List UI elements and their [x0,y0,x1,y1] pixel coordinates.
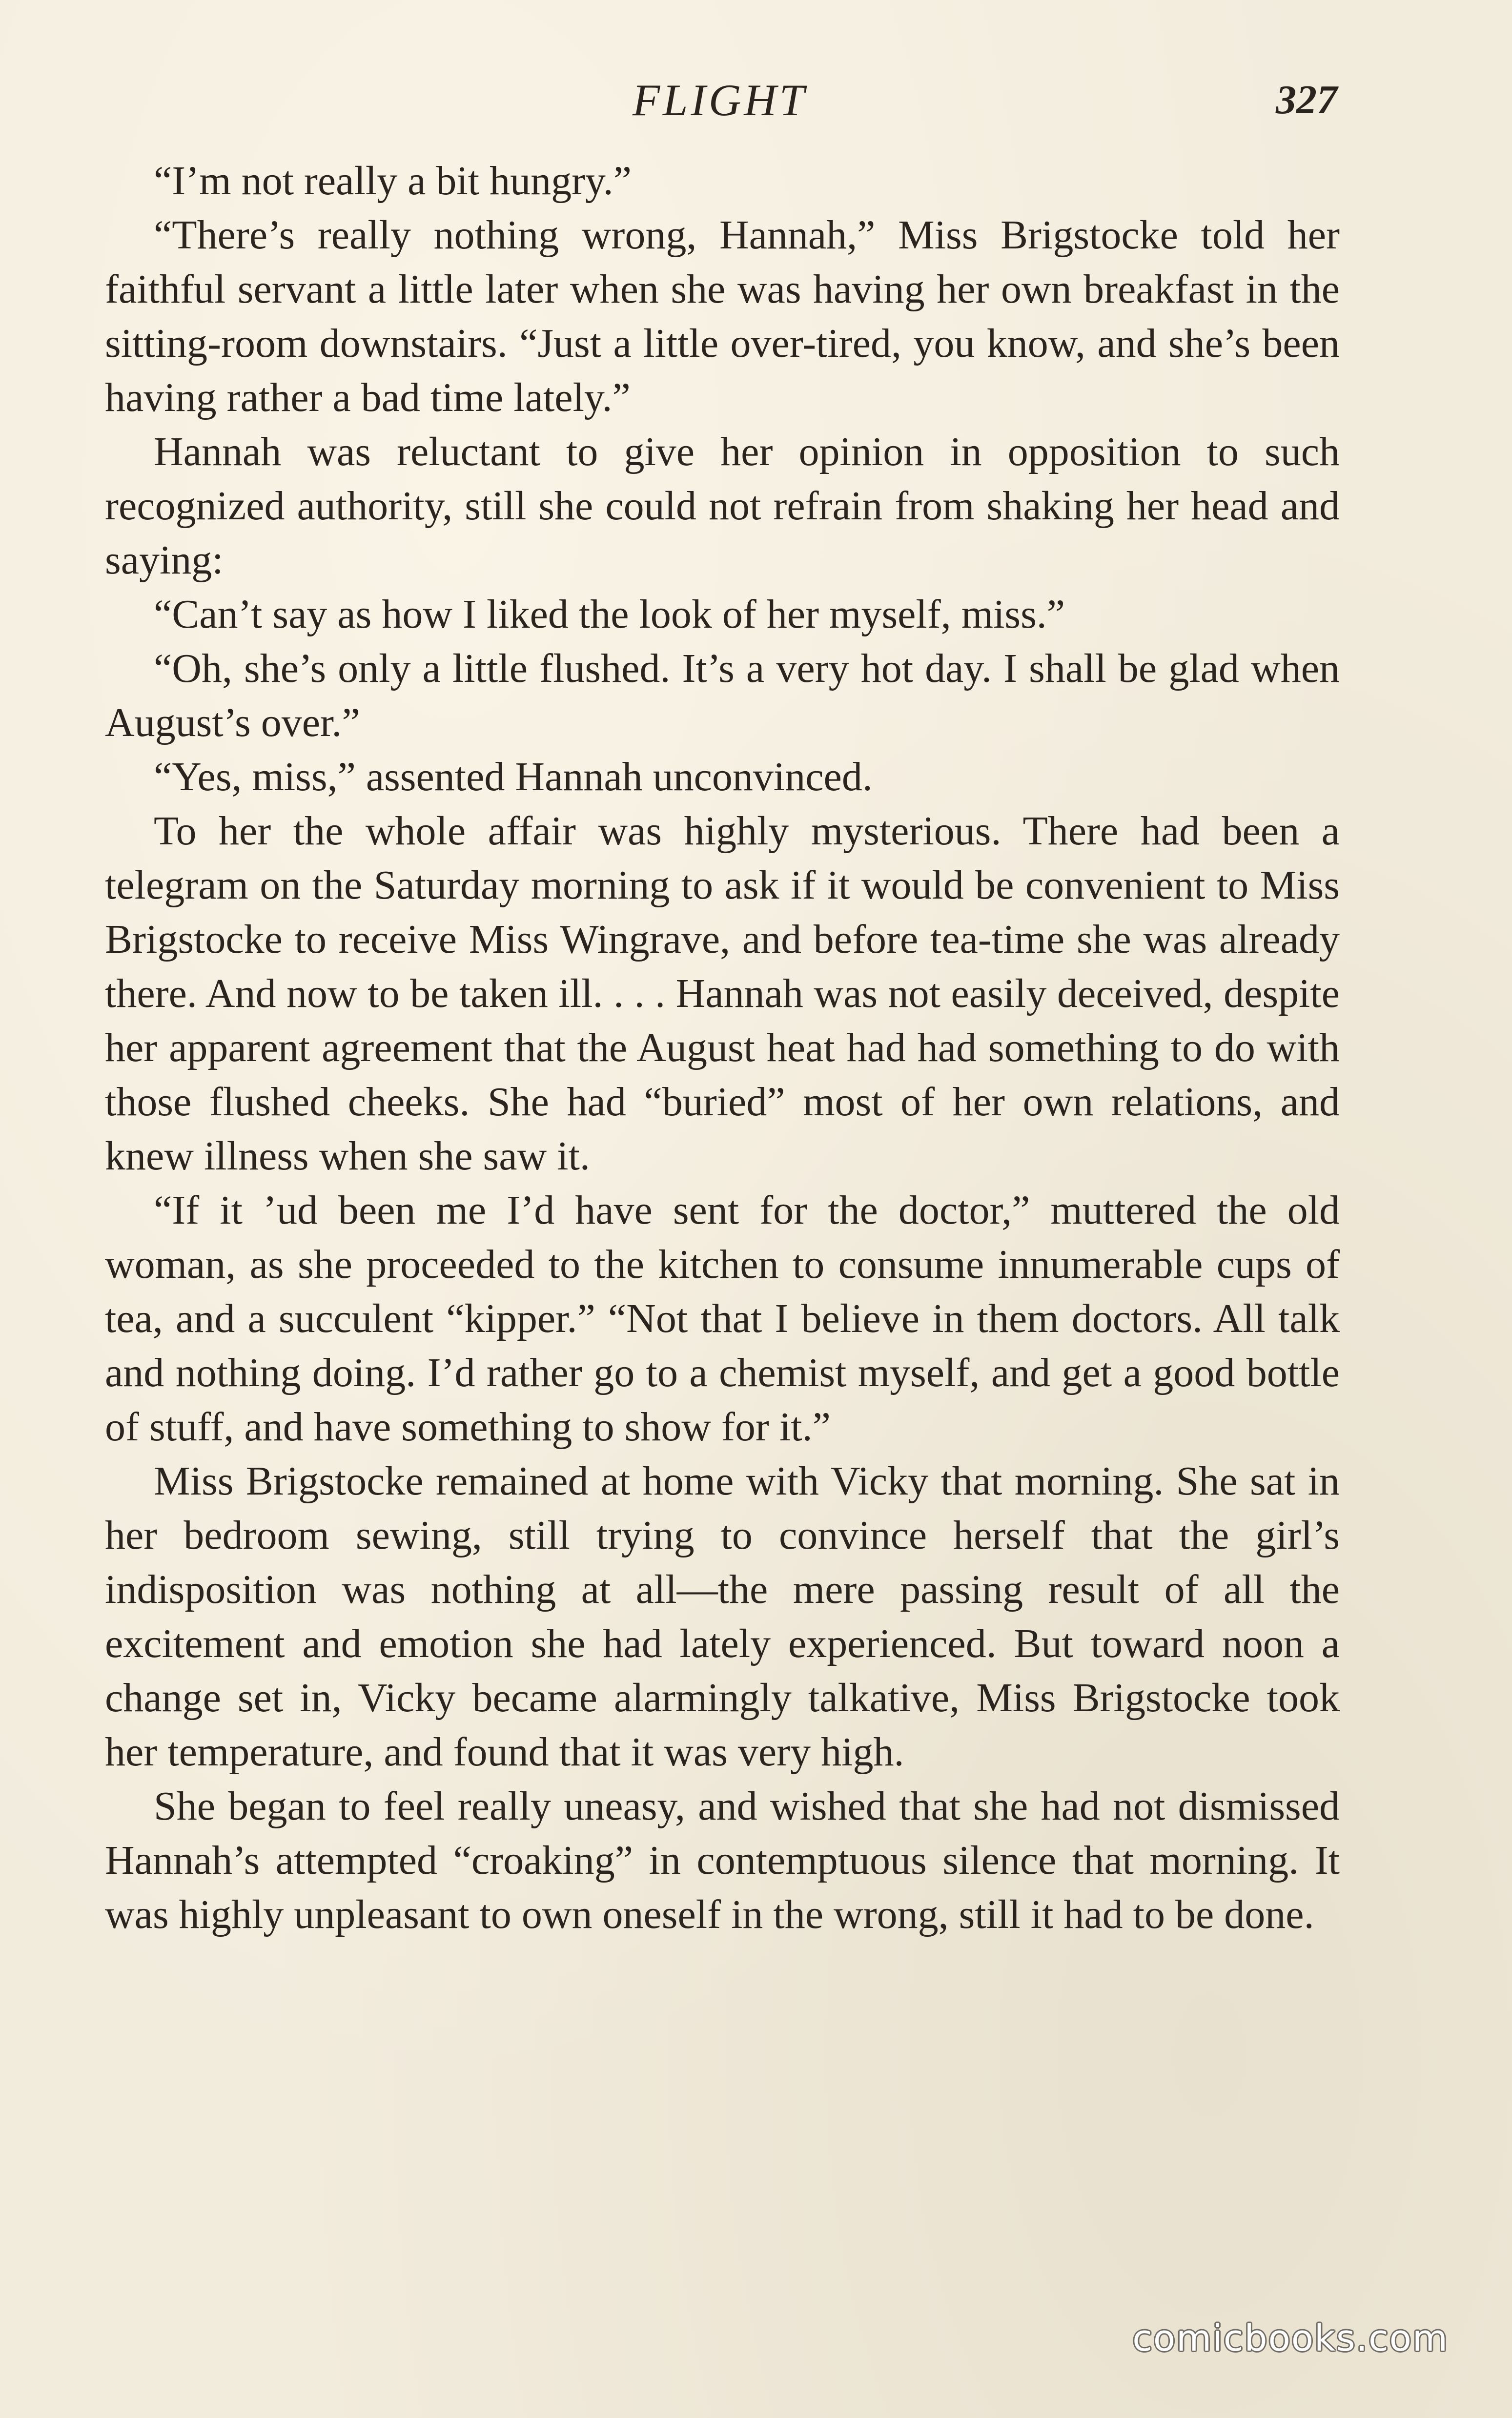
running-title: FLIGHT [632,75,808,125]
paragraph: She began to feel really uneasy, and wished that she had not dismissed Hannah’s attempted “croaking” in contemptuous silence that morning. It was highly unpleasant to own oneself in the wrong, still it had to be done. [105,1783,1340,1937]
paragraph: “Can’t say as how I liked the look of her myself, miss.” [154,592,1065,637]
paragraph: “There’s really nothing wrong, Hannah,” Miss Brigstocke told her faithful servant a little later when she was having her own breakfast in the sitting-room downstairs. “Just a little over-tired, you know, and she’s been having rather a bad time lately.” [105,212,1340,420]
body-text [105,154,1340,1942]
paragraph: “Oh, she’s only a little flushed. It’s a very hot day. I shall be glad when August’s over.” [105,646,1340,745]
paragraph: “If it ’ud been me I’d have sent for the doctor,” muttered the old woman, as she proceeded to the kitchen to consume innumerable cups of tea, and a succulent “kipper.” “Not that I believe in them doctors. All talk and nothing doing. I’d rather go to a chemist myself, and get a good bottle of stuff, and have something to show for it.” [105,1188,1340,1450]
paragraph: To her the whole affair was highly mysterious. There had been a telegram on the Saturday morning to ask if it would be convenient to Miss Brigstocke to receive Miss Wingrave, and before tea-time she was already there. And now to be taken ill. . . . Hannah was not easily deceived, despite her apparent agreement that the August heat had had something to do with those flushed cheeks. She had “buried” most of her own relations, and knew illness when she saw it. [105,808,1340,1179]
page-header [102,68,1337,132]
paragraph: Miss Brigstocke remained at home with Vicky that morning. She sat in her bedroom sewing, still trying to convince herself that the girl’s indisposition was nothing at all—the mere passing result of all the excitement and emotion she had lately experienced. But toward noon a change set in, Vicky became alarmingly talkative, Miss Brigstocke took her temperature, and found that it was very high. [105,1458,1340,1775]
paragraph: Hannah was reluctant to give her opinion in opposition to such recognized authority, still she could not refrain from shaking her head and saying: [105,429,1340,583]
page-number: 327 [1276,77,1337,123]
paragraph: “I’m not really a bit hungry.” [154,158,632,204]
paragraph: “Yes, miss,” assented Hannah unconvinced. [154,754,873,799]
watermark: comicbooks.com [1132,2317,1449,2359]
